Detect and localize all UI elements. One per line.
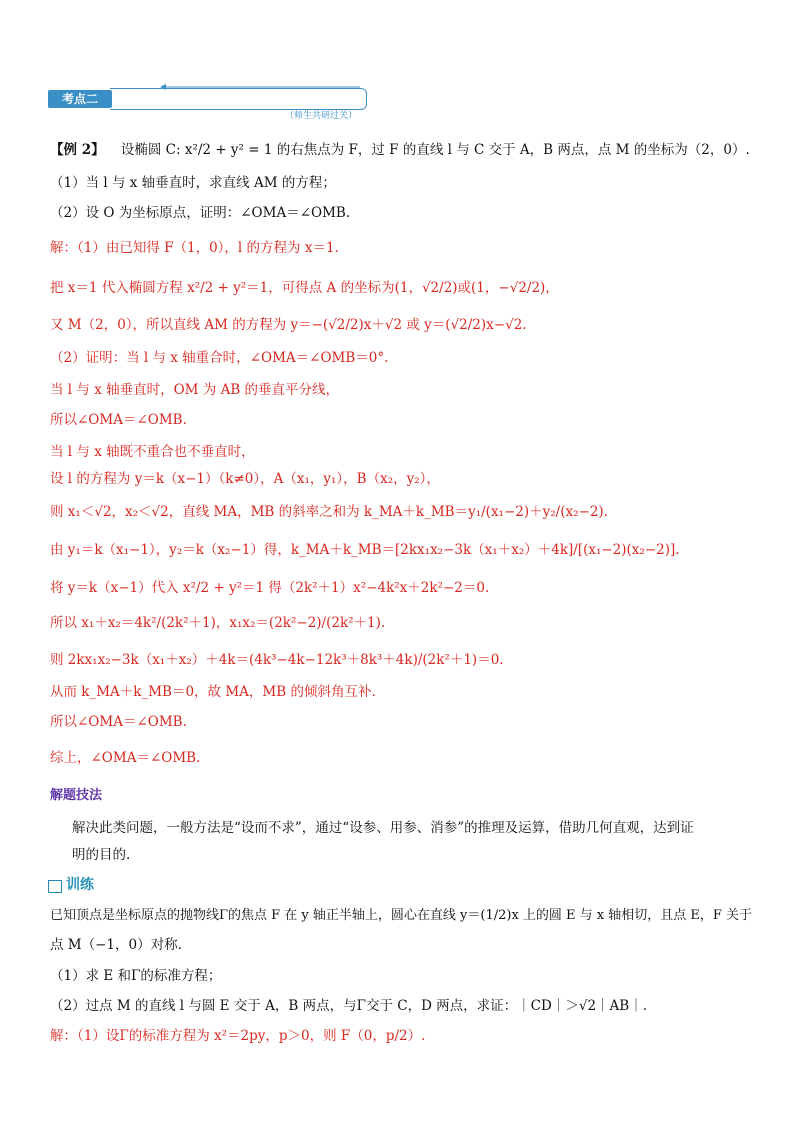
solution-line-16: 综上，∠OMA＝∠OMB. [50,750,201,766]
solution-line-14: 从而 k_MA＋k_MB＝0，故 MA，MB 的倾斜角互补. [50,684,376,700]
example-problem [50,140,750,160]
solution-line-12: 所以 x₁＋x₂＝4k²/(2k²＋1)，x₁x₂＝(2k²−2)/(2k²＋1). [50,615,386,631]
training-question-1: （1）求 E 和Γ的标准方程； [50,968,222,984]
solution-line-6: 所以∠OMA＝∠OMB. [50,412,187,428]
example-problem-text: 设椭圆 C: x²/2 + y² = 1 的右焦点为 F，过 F 的直线 l 与 C 交于 A，B 两点，点 M 的坐标为（2，0）. [120,142,750,158]
section-subtitle: （师生共研过关） [285,111,358,121]
solution-line-9: 则 x₁＜√2，x₂＜√2，直线 MA，MB 的斜率之和为 k_MA＋k_MB＝y₁/(x₁−2)＋y₂/(x₂−2). [50,504,608,520]
training-paragraph-1: 已知顶点是坐标原点的抛物线Γ的焦点 F 在 y 轴正半轴上，圆心在直线 y＝(1/2)x 上的圆 E 与 x 轴相切，且点 E，F 关于 [50,908,753,923]
solution-line-5: 当 l 与 x 轴垂直时，OM 为 AB 的垂直平分线， [50,382,340,398]
section-tab: 考点二 [48,90,112,108]
solution-line-2: 把 x＝1 代入椭圆方程 x²/2 + y²＝1，可得点 A 的坐标为(1，√2/2)或(1，−√2/2)， [50,280,559,296]
solution-line-11: 将 y＝k（x−1）代入 x²/2 + y²＝1 得（2k²＋1）x²−4k²x＋2k²−2＝0. [50,580,490,596]
solution-line-15: 所以∠OMA＝∠OMB. [50,714,187,730]
technique-title: 解题技法 [50,788,103,803]
technique-paragraph-1: 解决此类问题，一般方法是“设而不求”，通过“设参、用参、消参”的推理及运算，借助几何直观，达到证 [72,820,694,836]
solution-line-8: 设 l 的方程为 y＝k（x−1）（k≠0），A（x₁，y₁），B（x₂，y₂）， [50,471,440,487]
example-label: 【例 2】 [50,142,105,158]
solution-line-10: 由 y₁＝k（x₁−1），y₂＝k（x₂−1）得，k_MA＋k_MB＝[2kx₁x₂−3k（x₁＋x₂）＋4k]/[(x₁−2)(x₂−2)]. [50,542,680,558]
solution-line-4: （2）证明：当 l 与 x 轴重合时，∠OMA＝∠OMB＝0°. [50,350,389,366]
technique-paragraph-2: 明的目的. [72,847,131,863]
solution-line-3: 又 M（2，0），所以直线 AM 的方程为 y＝−(√2/2)x＋√2 或 y＝(√2/2)x−√2. [50,317,527,333]
training-title: 训练 [66,877,94,893]
solution-line-7: 当 l 与 x 轴既不重合也不垂直时， [50,444,255,460]
example-question-1: （1）当 l 与 x 轴垂直时，求直线 AM 的方程； [50,175,336,191]
training-question-2: （2）过点 M 的直线 l 与圆 E 交于 A，B 两点，与Γ交于 C，D 两点，求证：｜CD｜＞√2｜AB｜. [50,998,647,1014]
training-icon [48,880,62,893]
solution-line-1: 解：（1）由已知得 F（1，0），l 的方程为 x＝1. [50,240,339,256]
training-solution-1: 解：（1）设Γ的标准方程为 x²＝2py，p＞0，则 F（0，p/2）. [50,1028,426,1044]
header-bar [110,88,367,110]
solution-line-13: 则 2kx₁x₂−3k（x₁＋x₂）＋4k＝(4k³−4k−12k³＋8k³＋4k)/(2k²＋1)＝0. [50,652,504,668]
training-paragraph-2: 点 M（−1，0）对称. [50,937,182,953]
example-question-2: （2）设 O 为坐标原点，证明：∠OMA＝∠OMB. [50,205,351,221]
